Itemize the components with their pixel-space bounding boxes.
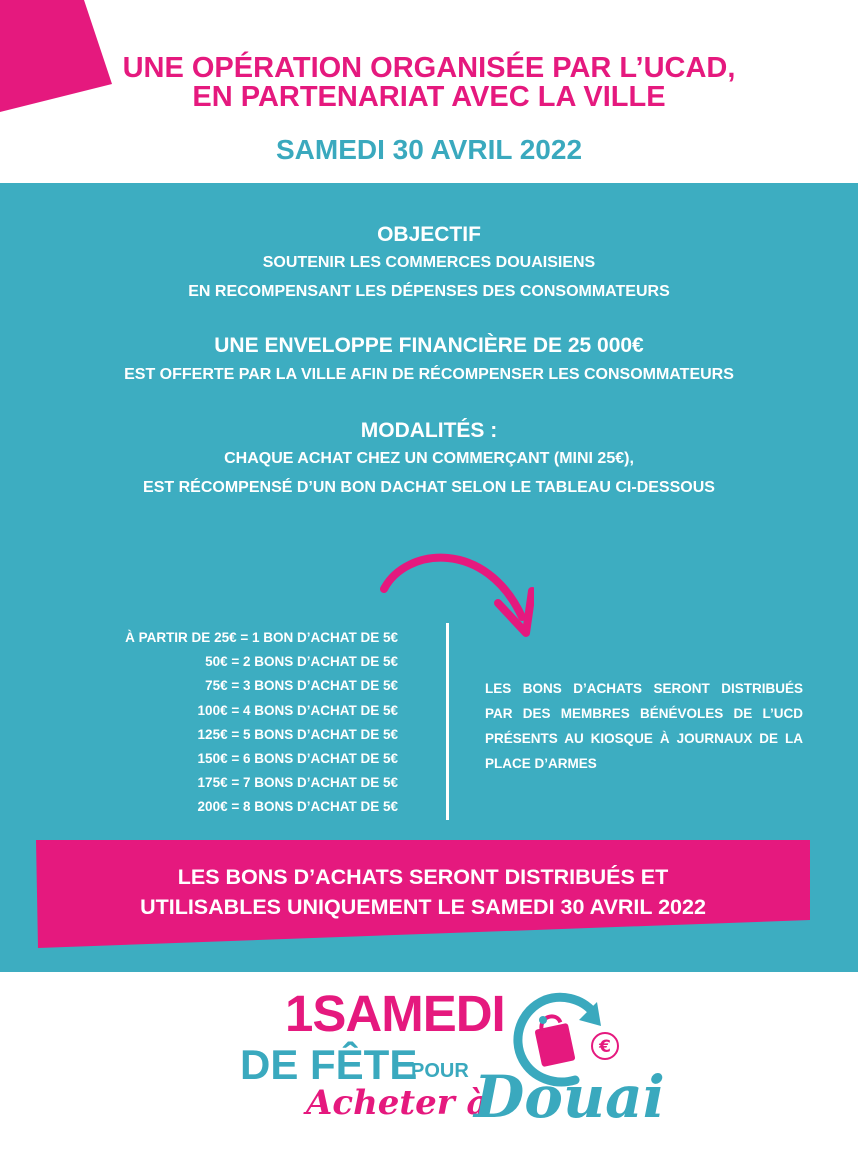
reward-row: À PARTIR DE 25€ = 1 BON D’ACHAT DE 5€ xyxy=(125,630,398,645)
reward-row: 175€ = 7 BONS D’ACHAT DE 5€ xyxy=(197,775,398,791)
euro-icon: € xyxy=(599,1037,611,1057)
banner-line-1: LES BONS D’ACHATS SERONT DISTRIBUÉS ET xyxy=(177,865,669,889)
objective-line-2: EN RECOMPENSANT LES DÉPENSES DES CONSOMMATEURS xyxy=(188,283,670,300)
terms-section xyxy=(0,418,858,502)
header xyxy=(0,0,858,183)
reward-row: 100€ = 4 BONS D’ACHAT DE 5€ xyxy=(197,702,398,718)
budget-section xyxy=(0,333,858,387)
vertical-divider xyxy=(446,623,449,820)
reward-row: 200€ = 8 BONS D’ACHAT DE 5€ xyxy=(197,799,398,815)
objective-title: OBJECTIF xyxy=(377,223,481,246)
reward-row: 125€ = 5 BONS D’ACHAT DE 5€ xyxy=(197,726,398,742)
terms-line-2: EST RÉCOMPENSÉ D’UN BON DACHAT SELON LE TABLEAU CI-DESSOUS xyxy=(143,479,715,496)
curved-arrow-icon xyxy=(376,547,534,642)
logo-pour: POUR xyxy=(411,1060,469,1082)
logo-samedi: 1SAMEDI xyxy=(285,985,505,1042)
banner-text xyxy=(36,862,810,922)
event-date: SAMEDI 30 AVRIL 2022 xyxy=(275,134,583,165)
organizer-line-1: UNE OPÉRATION ORGANISÉE PAR L’UCAD, xyxy=(122,52,736,84)
reward-table xyxy=(60,626,398,820)
reward-row: 150€ = 6 BONS D’ACHAT DE 5€ xyxy=(197,751,398,767)
logo-douai: Douai xyxy=(474,1063,665,1131)
logo-de-fete: DE FÊTE xyxy=(240,1041,418,1088)
distribution-banner xyxy=(36,840,810,948)
info-band xyxy=(0,183,858,972)
organizer-text xyxy=(0,54,858,112)
shopping-bag-icon xyxy=(505,990,620,1090)
budget-title: UNE ENVELOPPE FINANCIÈRE DE 25 000€ xyxy=(214,334,644,357)
objective-line-1: SOUTENIR LES COMMERCES DOUAISIENS xyxy=(262,254,596,271)
logo-acheter: Acheter à xyxy=(306,1083,489,1123)
terms-line-1: CHAQUE ACHAT CHEZ UN COMMERÇANT (MINI 25€), xyxy=(224,450,634,467)
objective-section xyxy=(0,222,858,306)
terms-title: MODALITÉS : xyxy=(360,419,498,442)
reward-row: 50€ = 2 BONS D’ACHAT DE 5€ xyxy=(205,654,398,670)
budget-line-1: EST OFFERTE PAR LA VILLE AFIN DE RÉCOMPENSER LES CONSOMMATEURS xyxy=(124,366,734,383)
organizer-line-2: EN PARTENARIAT AVEC LA VILLE xyxy=(192,81,666,113)
distribution-note: LES BONS D’ACHATS SERONT DISTRIBUÉS PAR DES MEMBRES BÉNÉVOLES DE L’UCD PRÉSENTS AU KIOSQUE À JOURNAUX DE LA PLACE D’ARMES xyxy=(485,681,803,771)
reward-row: 75€ = 3 BONS D’ACHAT DE 5€ xyxy=(205,678,398,694)
banner-line-2: UTILISABLES UNIQUEMENT LE SAMEDI 30 AVRIL 2022 xyxy=(140,895,706,919)
